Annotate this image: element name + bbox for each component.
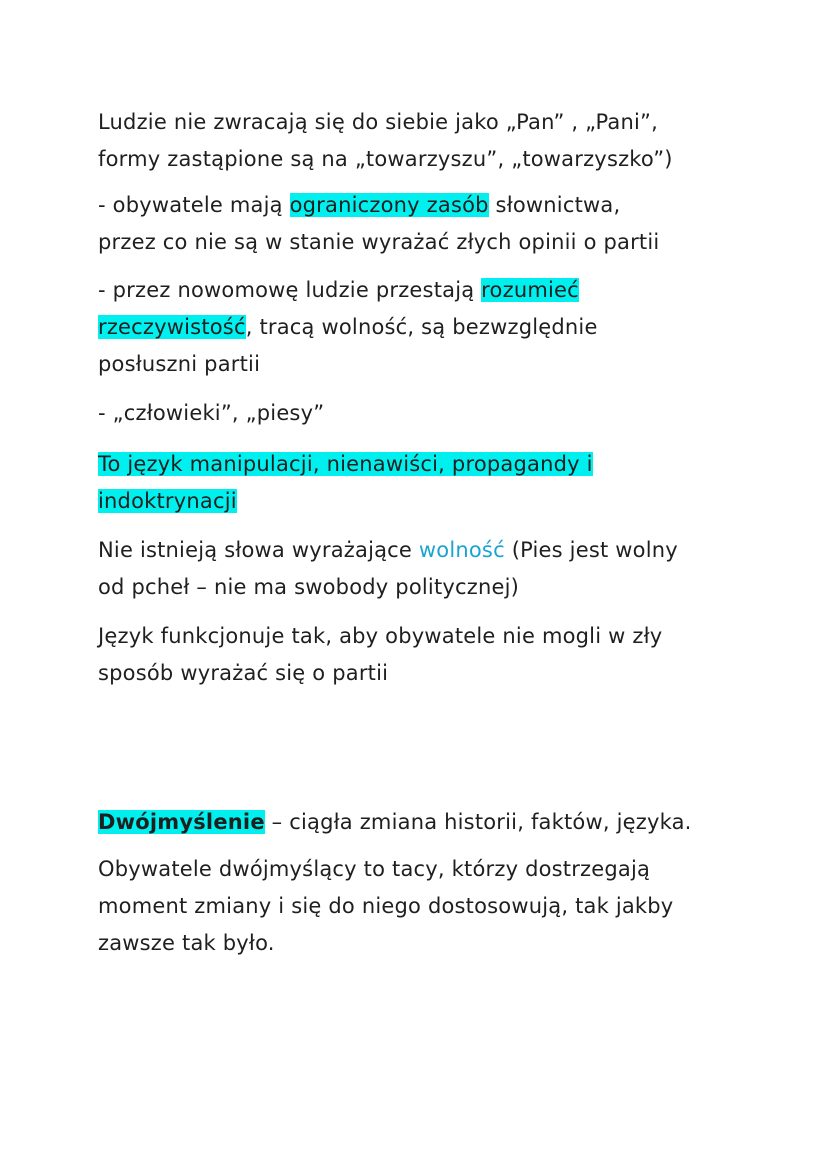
highlighted-phrase: To język manipulacji, nienawiści, propagandy i (98, 452, 593, 476)
text-fragment: Nie istnieją słowa wyrażające (98, 538, 419, 562)
highlighted-phrase: indoktrynacji (98, 489, 237, 513)
highlighted-phrase: rzeczywistość (98, 315, 246, 339)
highlighted-phrase: rozumieć (481, 278, 579, 302)
text-line (98, 272, 758, 309)
paragraph-language-function (98, 618, 758, 692)
text-line: Ludzie nie zwracają się do siebie jako „Pan” , „Pani”, (98, 110, 658, 134)
text-line (98, 187, 758, 224)
text-line: formy zastąpione są na „towarzyszu”, „towarzyszko”) (98, 147, 673, 171)
paragraph-forms-of-address (98, 104, 758, 178)
text-line (98, 446, 758, 483)
text-line: moment zmiany i się do niego dostosowują, tak jakby (98, 894, 674, 918)
text-line: Obywatele dwójmyślący to tacy, którzy dostrzegają (98, 857, 651, 881)
text-fragment: - przez nowomowę ludzie przestają (98, 278, 482, 302)
text-line (98, 532, 758, 569)
text-fragment: słownictwa, (488, 193, 621, 217)
paragraph-doublethinking-citizens (98, 851, 758, 962)
text-fragment: (Pies jest wolny (504, 538, 678, 562)
text-line (98, 483, 758, 520)
highlighted-phrase: ograniczony zasób (289, 193, 489, 217)
accent-word: wolność (418, 538, 505, 562)
text-line (98, 804, 758, 841)
text-line: sposób wyrażać się o partii (98, 661, 389, 685)
text-line (98, 309, 758, 346)
paragraph-newspeak-reality (98, 272, 758, 383)
paragraph-no-freedom-words (98, 532, 758, 606)
paragraph-examples (98, 395, 758, 432)
text-fragment: – ciągła zmiana historii, faktów, języka. (264, 810, 692, 834)
text-fragment: , tracą wolność, są bezwzględnie (245, 315, 598, 339)
highlighted-term: Dwójmyślenie (98, 810, 265, 834)
text-line: posłuszni partii (98, 352, 261, 376)
text-fragment: - obywatele mają (98, 193, 290, 217)
paragraph-language-of-manipulation (98, 446, 758, 520)
text-line: Język funkcjonuje tak, aby obywatele nie mogli w zły (98, 624, 663, 648)
paragraph-doublethink (98, 804, 758, 841)
text-line: - „człowieki”, „piesy” (98, 401, 325, 425)
text-line: od pcheł – nie ma swobody politycznej) (98, 575, 520, 599)
text-line: przez co nie są w stanie wyrażać złych opinii o partii (98, 230, 660, 254)
text-line: zawsze tak było. (98, 931, 275, 955)
paragraph-limited-vocabulary (98, 187, 758, 261)
